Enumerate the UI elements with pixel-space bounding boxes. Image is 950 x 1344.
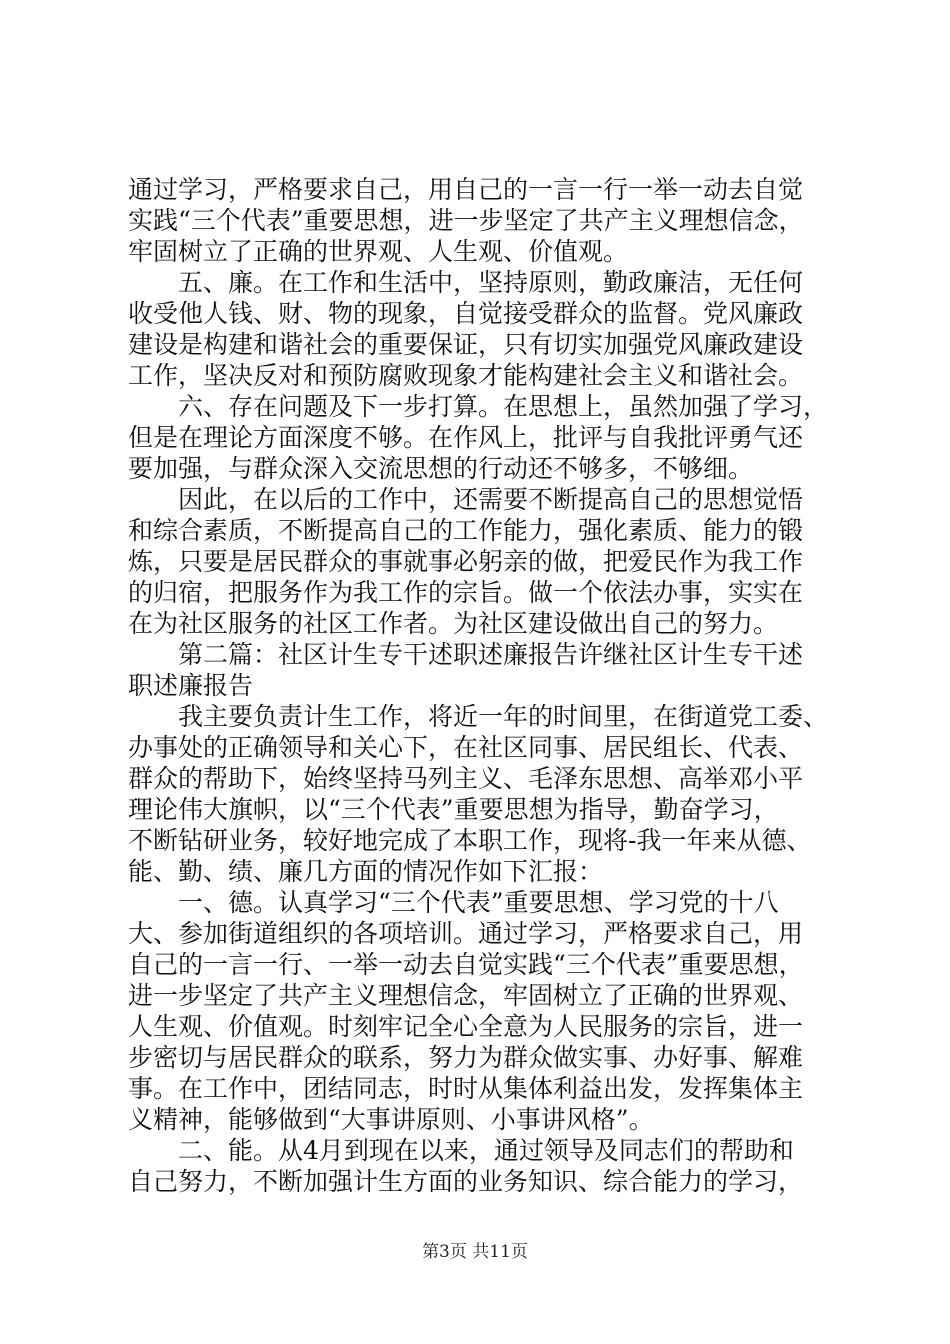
text-line: 义精神，能够做到“大事讲原则、小事讲风格”。	[128, 1105, 654, 1134]
text-line: 自己的一言一行、一举一动去自觉实践“三个代表”重要思想，	[128, 950, 804, 979]
section-heading-line: 第二篇：社区计生专干述职述廉报告许继社区计生专干述	[128, 640, 804, 669]
text-line: 步密切与居民群众的联系，努力为群众做实事、办好事、解难	[128, 1043, 804, 1072]
text-line: 进一步坚定了共产主义理想信念，牢固树立了正确的世界观、	[128, 981, 804, 1010]
text-line: 理论伟大旗帜，以“三个代表”重要思想为指导，勤奋学习，	[128, 795, 779, 824]
text-line: 人生观、价值观。时刻牢记全心全意为人民服务的宗旨，进一	[128, 1012, 804, 1041]
text-line: 炼，只要是居民群众的事就事必躬亲的做，把爱民作为我工作	[128, 547, 804, 576]
text-line: 六、存在问题及下一步打算。在思想上，虽然加强了学习，	[128, 392, 829, 421]
text-line: 大、参加街道组织的各项培训。通过学习，严格要求自己，用	[128, 919, 804, 948]
section-heading-line: 职述廉报告	[128, 671, 254, 700]
text-line: 要加强，与群众深入交流思想的行动还不够多，不够细。	[128, 454, 754, 483]
text-line: 办事处的正确领导和关心下，在社区同事、居民组长、代表、	[128, 733, 804, 762]
text-line: 不断钻研业务，较好地完成了本职工作，现将-我一年来从德、	[128, 826, 812, 855]
text-line: 和综合素质，不断提高自己的工作能力，强化素质、能力的锻	[128, 516, 804, 545]
text-line: 一、德。认真学习“三个代表”重要思想、学习党的十八	[128, 888, 779, 917]
text-line: 的归宿，把服务作为我工作的宗旨。做一个依法办事，实实在	[128, 578, 804, 607]
text-line: 我主要负责计生工作，将近一年的时间里，在街道党工委、	[128, 702, 829, 731]
text-line: 五、廉。在工作和生活中，坚持原则，勤政廉洁，无任何	[128, 268, 804, 297]
text-line: 建设是构建和谐社会的重要保证，只有切实加强党风廉政建设	[128, 330, 804, 359]
text-line: 群众的帮助下，始终坚持马列主义、毛泽东思想、高举邓小平	[128, 764, 804, 793]
page-number-footer: 第3页 共11页	[422, 1242, 528, 1262]
text-line: 但是在理论方面深度不够。在作风上，批评与自我批评勇气还	[128, 423, 804, 452]
text-line: 工作，坚决反对和预防腐败现象才能构建社会主义和谐社会。	[128, 361, 804, 390]
text-line: 事。在工作中，团结同志，时时从集体利益出发，发挥集体主	[128, 1074, 804, 1103]
text-line: 通过学习，严格要求自己，用自己的一言一行一举一动去自觉	[128, 175, 804, 204]
text-line: 二、能。从4月到现在以来，通过领导及同志们的帮助和	[128, 1136, 794, 1165]
text-line: 能、勤、绩、廉几方面的情况作如下汇报：	[128, 857, 604, 886]
text-line: 在为社区服务的社区工作者。为社区建设做出自己的努力。	[128, 609, 779, 638]
text-line: 实践“三个代表”重要思想，进一步坚定了共产主义理想信念，	[128, 206, 804, 235]
text-line: 牢固树立了正确的世界观、人生观、价值观。	[128, 237, 629, 266]
text-line: 自己努力，不断加强计生方面的业务知识、综合能力的学习，	[128, 1167, 804, 1196]
text-line: 收受他人钱、财、物的现象，自觉接受群众的监督。党风廉政	[128, 299, 804, 328]
text-line: 因此，在以后的工作中，还需要不断提高自己的思想觉悟	[128, 485, 804, 514]
